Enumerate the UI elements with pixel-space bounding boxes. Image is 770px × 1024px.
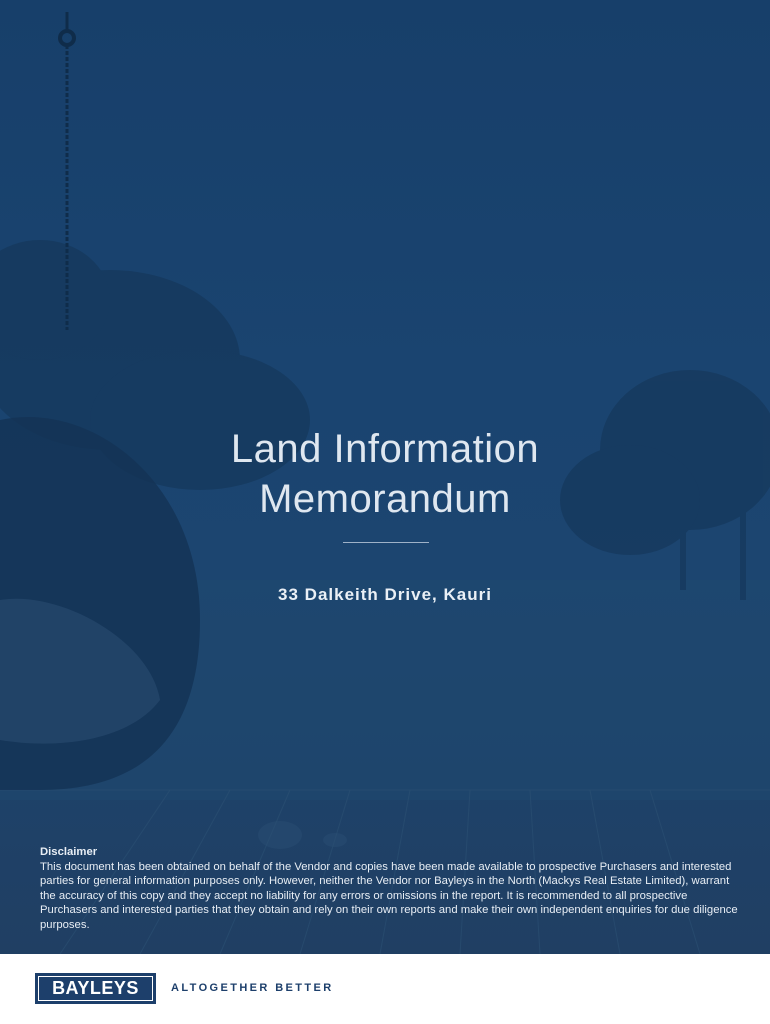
logo-wordmark: BAYLEYS: [38, 976, 153, 1001]
bayleys-logo: [35, 973, 156, 1004]
tagline: ALTOGETHER BETTER: [171, 982, 334, 994]
property-address: 33 Dalkeith Drive, Kauri: [278, 585, 492, 604]
disclaimer: [40, 845, 740, 932]
disclaimer-heading: Disclaimer: [40, 846, 98, 858]
title-line-2: Memorandum: [259, 477, 511, 521]
title-divider: [343, 542, 429, 543]
disclaimer-body: This document has been obtained on behalf of the Vendor and copies have been made available to prospective Purchasers and interested parties for general information purposes only. However, neither the Vendor nor Bayleys in the North (Mackys Real Estate Limited), warrant the accuracy of this copy and they accept no liability for any errors or omissions in the report. It is recommended to all prospective Purchasers and interested parties that they obtain and rely on their own reports and make their own independent enquiries for due diligence purposes.: [40, 860, 738, 931]
title-line-1: Land Information: [230, 427, 540, 471]
document-title: [0, 424, 770, 524]
